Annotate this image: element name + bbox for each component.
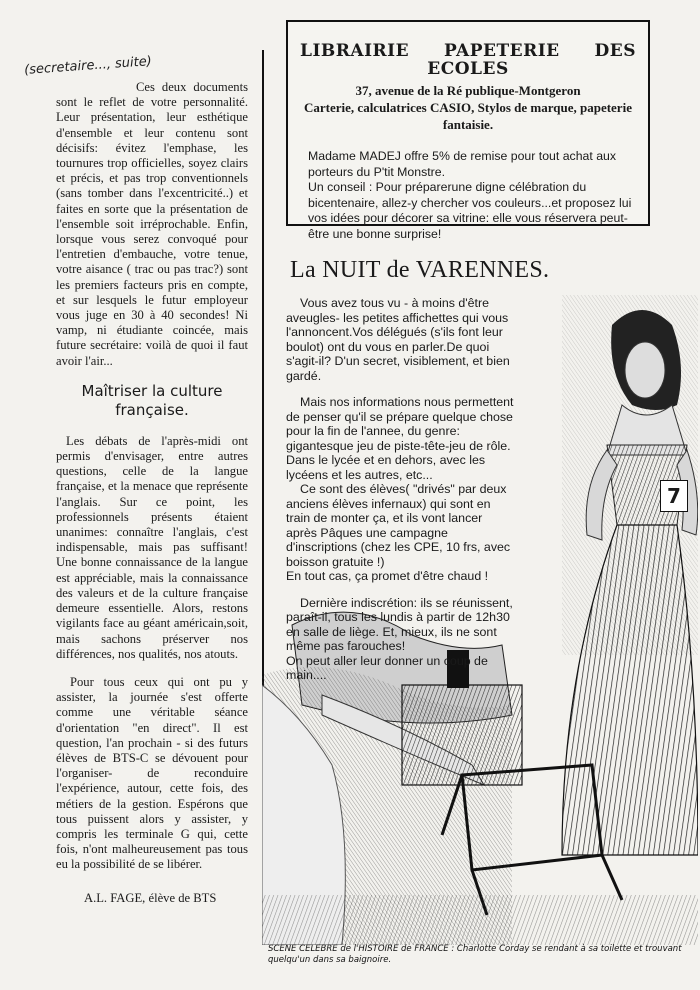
ad-body bbox=[300, 149, 636, 242]
ad-products: Carterie, calculatrices CASIO, Stylos de marque, papeterie fantaisie. bbox=[304, 100, 632, 132]
left-paragraph-1: Ces deux documents sont le reflet de votre personnalité. Leur présentation, leur esthétique d'ensemble et leur contenu sont décisifs: évitez l'emphase, les tournures trop officielles, soyez clairs et précis, et pas trop conventionnels (sans tomber dans l'excentricité..) et faites en sorte que la présentation de l'ensemble soit irréprochable. Enfin, lorsque vous serez convoqué pour l'entretien d'embauche, votre tenue, votre aisance ( trac ou pas trac?) sont les premiers facteurs pris en compte, et sur lesquels le futur employeur vous juge en 30 à 40 secondes! Ni vamp, ni étudiante coincée, mais future secrétaire: voilà de quoi il faut avoir l'air... bbox=[56, 80, 248, 368]
article-paragraph-1: Vous avez tous vu - à moins d'être aveugles- les petites affichettes qui vous l'annoncent.Vos délégués (s'ils font leur boulot) ont du vous en parler.De quoi s'agit-il? D'un secret, visiblement, et bien gardé. bbox=[286, 296, 510, 383]
left-paragraph-2: Les débats de l'après-midi ont permis d'envisager, entre autres questions, celle de la langue française, et la menace que représente l'anglais. Sur ce point, les professionnels présents étaient unanimes: connaître l'anglais, c'est indispensable, mais pas suffisant! Une bonne connaissance de la langue est appréciable, mais la connaissance des valeurs et de la culture française demeure essentielle. Alors, restons vigilants face au géant américain,soit, mais sachons préserver nos différences, nos qualités, nos atouts. bbox=[56, 433, 248, 661]
article-paragraph-4: En tout cas, ça promet d'être chaud ! bbox=[286, 569, 489, 583]
ad-title: LIBRAIRIE PAPETERIE DES ECOLES bbox=[300, 41, 636, 79]
culture-subheading: Maîtriser la culture française. bbox=[81, 381, 223, 419]
ad-advice: Un conseil : Pour préparerune digne célébration du bicentenaire, allez-y chercher vos couleurs...et proposez lui vos idées pour décorer sa vitrine: elle vous réservera peut-être une bonne surprise! bbox=[308, 180, 632, 241]
page-number: 7 bbox=[660, 480, 688, 512]
varennes-article bbox=[286, 296, 516, 695]
ad-offer: Madame MADEJ offre 5% de remise pour tout achat aux porteurs du P'tit Monstre. bbox=[308, 149, 617, 179]
article-paragraph-6: On peut aller leur donner un coup de main.... bbox=[286, 653, 488, 682]
bookstore-ad bbox=[286, 20, 650, 241]
author-signature: A.L. FAGE, élève de BTS bbox=[84, 890, 217, 905]
continuation-note: (secretaire..., suite) bbox=[23, 54, 153, 78]
article-title: La NUIT de VARENNES. bbox=[290, 257, 550, 283]
article-paragraph-3: Ce sont des élèves( "drivés" par deux anciens élèves infernaux) qui sont en train de monter ça, et ils vont lancer après Pâques une campagne d'inscriptions (chez les CPE, 10 frs, avec boisson gratuite !) bbox=[286, 482, 511, 569]
ad-address: 37, avenue de la Ré publique-Montgeron bbox=[355, 83, 581, 98]
article-paragraph-2: Mais nos informations nous permettent de penser qu'il se prépare quelque chose pour la fin de l'annee, du genre: gigantesque jeu de piste-tête-jeu de rôle. Dans le lycée et en dehors, avec les lycéens et les autres, etc... bbox=[286, 395, 514, 482]
left-paragraph-3: Pour tous ceux qui ont pu y assister, la journée s'est offerte comme une véritable séance d'orientation "en direct". Il est question, l'an prochain - si des futurs élèves de BTS-C se dévouent pour l'organiser- de reconduire l'expérience, autour, cette fois, des métiers de la gestion. Espérons que tous puissent alors y assister, y compris les terminale G qui, cette fois, n'ont malheureusement pas tous eu la possibilité de se libérer. bbox=[56, 674, 248, 872]
left-column bbox=[56, 80, 248, 906]
image-caption: SCENE CELEBRE de l'HISTOIRE de FRANCE : Charlotte Corday se rendant à sa toilette et trouvant quelqu'un dans sa baignoire. bbox=[268, 944, 682, 965]
article-paragraph-5: Dernière indiscrétion: ils se réunissent, paraît-il, tous les lundis à partir de 12h30 en salle de liège. Et, mieux, ils ne sont même pas farouches! bbox=[286, 595, 513, 653]
